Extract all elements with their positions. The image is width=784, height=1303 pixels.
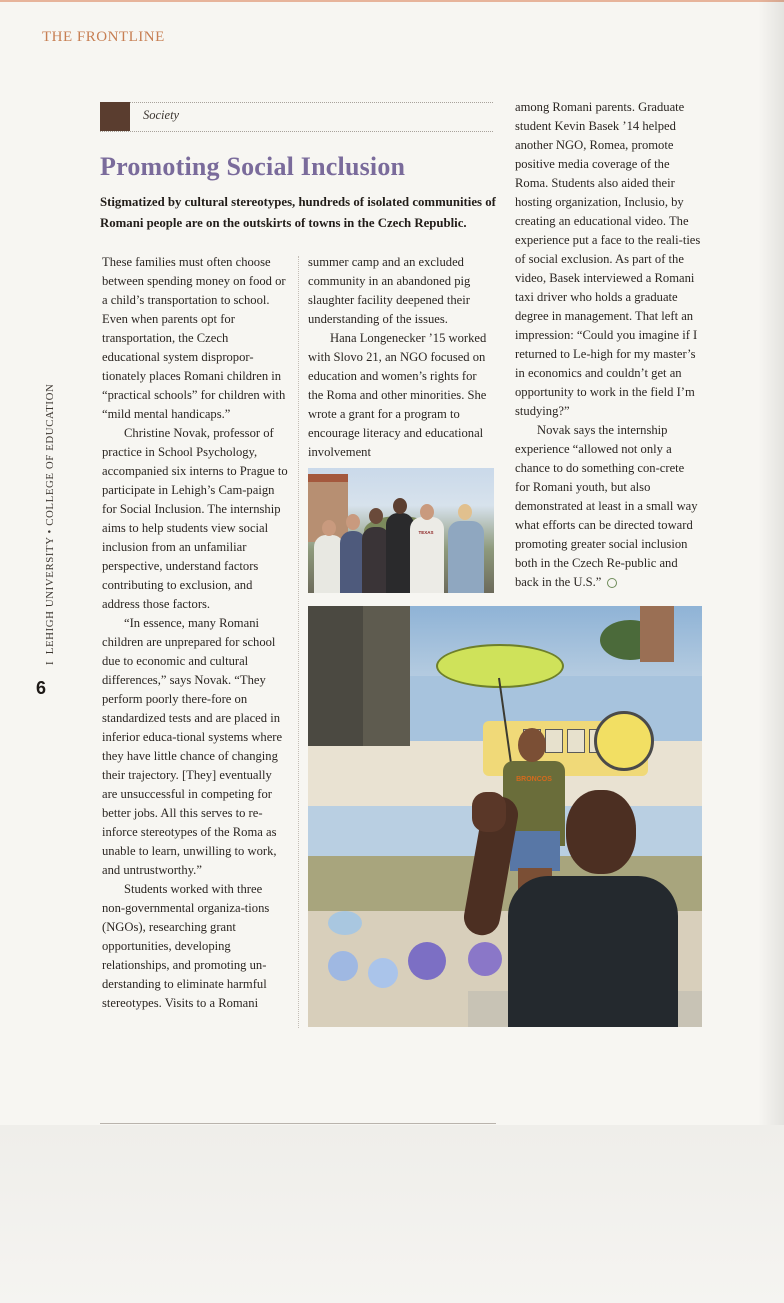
child-shirt-text: BRONCOS: [516, 776, 552, 783]
house-shadow: [308, 606, 363, 746]
column-1: [102, 253, 288, 1013]
flower: [368, 958, 398, 988]
mural-photo: [308, 606, 702, 1027]
flower: [408, 942, 446, 980]
boat-window: [545, 729, 563, 753]
col1-paragraph-2: Christine Novak, professor of practice in School Psychology, accompanied six interns to Prague to participate in Lehigh’s Cam-paign for Social Inclusion. The internship aims to help students view social inclusion from an unfamiliar perspective, understand factors contributing to exclusion, and address those factors.: [102, 426, 288, 611]
boy-head: [566, 790, 636, 874]
col1-paragraph-1: These families must often choose between spending money on food or a child’s transportation to school. Even when parents opt for transportation, the Czech educational system dispropor-tionately places Romani children in “practical schools” for children with “mild mental handicaps.”: [102, 255, 286, 421]
child-shorts: [510, 831, 560, 871]
person-head: [458, 504, 472, 520]
bottom-rule: [100, 1123, 496, 1124]
col3-paragraph-2-text: Novak says the internship experience “allowed not only a chance to do something con-crete for Romani youth, but also demonstrated at least in a small way what efforts can be directed toward promoting greater social inclusion both in the Czech Re-public and back in the U.S.”: [515, 423, 698, 589]
mural-wheel: [594, 711, 654, 771]
end-mark-icon: [607, 578, 617, 588]
column-3: [515, 98, 701, 592]
group-photo: [308, 468, 494, 593]
person-head: [420, 504, 434, 520]
col1-paragraph-3: “In essence, many Romani children are unprepared for school due to economic and cultural differences,” says Novak. “They perform poorly there-fore on standardized tests and are placed in inferior educa-tional systems where they have little chance of changing their trajectory. [They] eventually are unsuccessful in competing for better jobs. All this serves to re-inforce stereotypes of the Roma as unable to learn, unwilling to work, and untrustworthy.”: [102, 616, 283, 877]
flower: [468, 942, 502, 976]
boy-hand: [472, 792, 506, 832]
person-head: [369, 508, 383, 524]
headline: Promoting Social Inclusion: [100, 152, 406, 181]
person-texas-shirt: [410, 517, 444, 593]
col1-paragraph-4: Students worked with three non-governmental organiza-tions (NGOs), researching grant opportunities, developing relationships, and promoting un-derstanding to eliminate harmful stereotypes. Visits to a Romani: [102, 882, 270, 1010]
section-rule-top: [100, 102, 493, 103]
flower: [328, 951, 358, 981]
column-2: [308, 253, 494, 462]
col2-paragraph-2: Hana Longenecker ’15 worked with Slovo 21, an NGO focused on education and women’s rights for the Roma and other minorities. She wrote a grant for a program to encourage literacy and educational involvement: [308, 331, 487, 459]
page-number: 6: [36, 678, 47, 698]
top-rule: [0, 0, 784, 2]
section-rule-bottom: [100, 131, 493, 132]
col3-paragraph-1: among Romani parents. Graduate student Kevin Basek ’14 helped another NGO, Romea, promote positive media coverage of the Roma. Students also aided their hosting organization, Inclusio, by creating an educational video. The experience put a face to the reali-ties of social exclusion. As part of the video, Basek interviewed a Romani taxi driver who holds a graduate degree in management. That left an impression: “Could you imagine if I returned to Le-high for my master’s in economics and couldn’t get an opportunity to work in the field I’m studying?”: [515, 100, 701, 418]
section-color-swatch: [100, 102, 130, 131]
page-gutter-shadow: [758, 0, 784, 1303]
shirt-text: TEXAS: [418, 530, 434, 535]
child-head: [518, 728, 546, 762]
section-label: Society: [143, 108, 180, 122]
person-head: [346, 514, 360, 530]
column-divider: [298, 256, 299, 1028]
side-folio-text: I LEHIGH UNIVERSITY • COLLEGE OF EDUCATION: [44, 383, 56, 665]
person-head: [322, 520, 336, 536]
deck: Stigmatized by cultural stereotypes, hundreds of isolated communities of Romani people are on the outskirts of towns in the Czech Republic.: [100, 195, 496, 230]
side-folio-label: LEHIGH UNIVERSITY • COLLEGE OF EDUCATION: [44, 383, 56, 655]
page-bottom-margin: [0, 1125, 784, 1303]
col2-paragraph-1: summer camp and an excluded community in an abandoned pig slaughter facility deepened their understanding of the issues.: [308, 255, 471, 326]
person-head: [393, 498, 407, 514]
running-head: THE FRONTLINE: [42, 29, 165, 45]
chimney: [640, 606, 674, 662]
flower: [328, 911, 362, 935]
boy-foreground: [508, 876, 678, 1027]
boat-window: [567, 729, 585, 753]
person: [448, 521, 484, 593]
col3-paragraph-2: [515, 421, 701, 592]
